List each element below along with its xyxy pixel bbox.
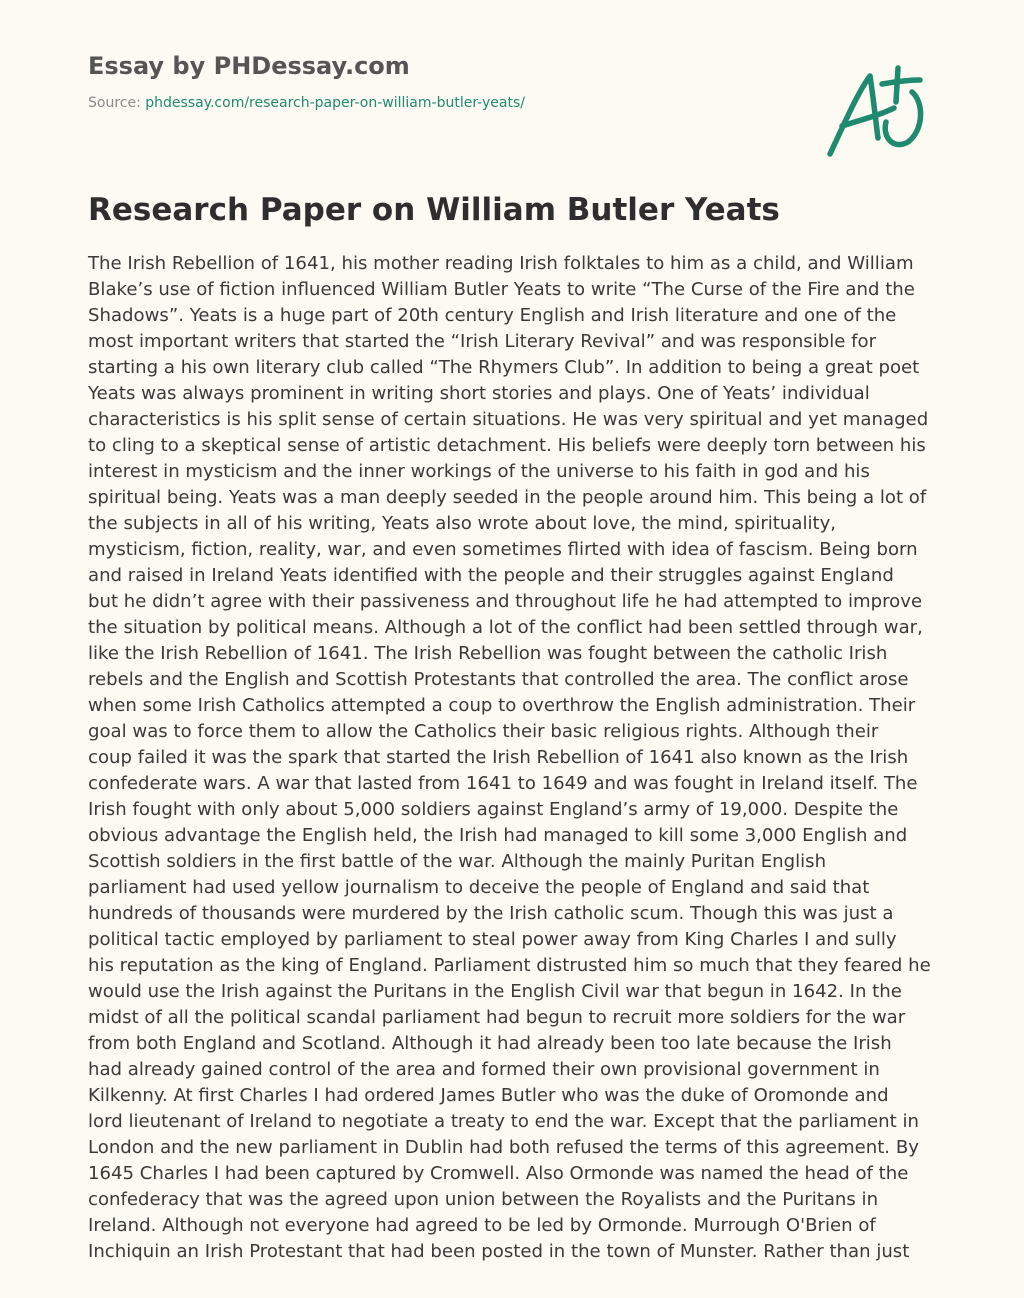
source-link[interactable]: phdessay.com/research-paper-on-william-butler-yeats/ [145,95,525,111]
site-header [88,48,788,112]
plus-horizontal [882,80,920,84]
essay-title: Research Paper on William Butler Yeats [88,192,780,228]
essay-body [88,251,948,1262]
source-label: Source: [88,95,141,111]
a-plus-grade-icon [820,62,930,162]
plus-vertical [896,68,898,102]
source-line [88,94,788,112]
essay-paragraph: The Irish Rebellion of 1641, his mother reading Irish folktales to him as a child, and William Blake’s use of fiction influenced William Butler Yeats to write “The Curse of the Fire and the Shadows”. Yeats is a huge part of 20th century English and Irish literature and one of the most important writers that started the “Irish Literary Revival” and was responsible for starting a his own literary club called “The Rhymers Club”. In addition to being a great poet Yeats was always prominent in writing short stories and plays. One of Yeats’ individual characteristics is his split sense of certain situations. He was very spiritual and yet managed to cling to a skeptical sense of artistic detachment. His beliefs were deeply torn between his interest in mysticism and the inner workings of the universe to his faith in god and his spiritual being. Yeats was a man deeply seeded in the people around him. This being a lot of the subjects in all of his writing, Yeats also wrote about love, the mind, spirituality, mysticism, fiction, reality, war, and even sometimes flirted with idea of fascism. Being born and raised in Ireland Yeats identified with the people and their struggles against England but he didn’t agree with their passiveness and throughout life he had attempted to improve the situation by political means. Although a lot of the conflict had been settled through war, like the Irish Rebellion of 1641. The Irish Rebellion was fought between the catholic Irish rebels and the English and Scottish Protestants that controlled the area. The conflict arose when some Irish Catholics attempted a coup to overthrow the English administration. Their goal was to force them to allow the Catholics their basic religious rights. Although their coup failed it was the spark that started the Irish Rebellion of 1641 also known as the Irish confederate wars. A war that lasted from 1641 to 1649 and was fought in Ireland itself. The Irish fought with only about 5,000 soldiers against England’s army of 19,000. Despite the obvious advantage the English held, the Irish had managed to kill some 3,000 English and Scottish soldiers in the first battle of the war. Although the mainly Puritan English parliament had used yellow journalism to deceive the people of England and said that hundreds of thousands were murdered by the Irish catholic scum. Though this was just a political tactic employed by parliament to steal power away from King Charles I and sully his reputation as the king of England. Parliament distrusted him so much that they feared he would use the Irish against the Puritans in the English Civil war that begun in 1642. In the midst of all the political scandal parliament had begun to recruit more soldiers for the war from both England and Scotland. Although it had already been too late because the Irish had already gained control of the area and formed their own provisional government in Kilkenny. At first Charles I had ordered James Butler who was the duke of Oromonde and lord lieutenant of Ireland to negotiate a treaty to end the war. Except that the parliament in London and the new parliament in Dublin had both refused the terms of this agreement. By 1645 Charles I had been captured by Cromwell. Also Ormonde was named the head of the confederacy that was the agreed upon union between the Royalists and the Puritans in Ireland. Although not everyone had agreed to be led by Ormonde. Murrough O'Brien of Inchiquin an Irish Protestant that had been posted in the town of Munster. Rather than just [88,253,931,1262]
brand-name: Essay by PHDessay.com [88,52,410,80]
plus-swirl [885,92,920,145]
